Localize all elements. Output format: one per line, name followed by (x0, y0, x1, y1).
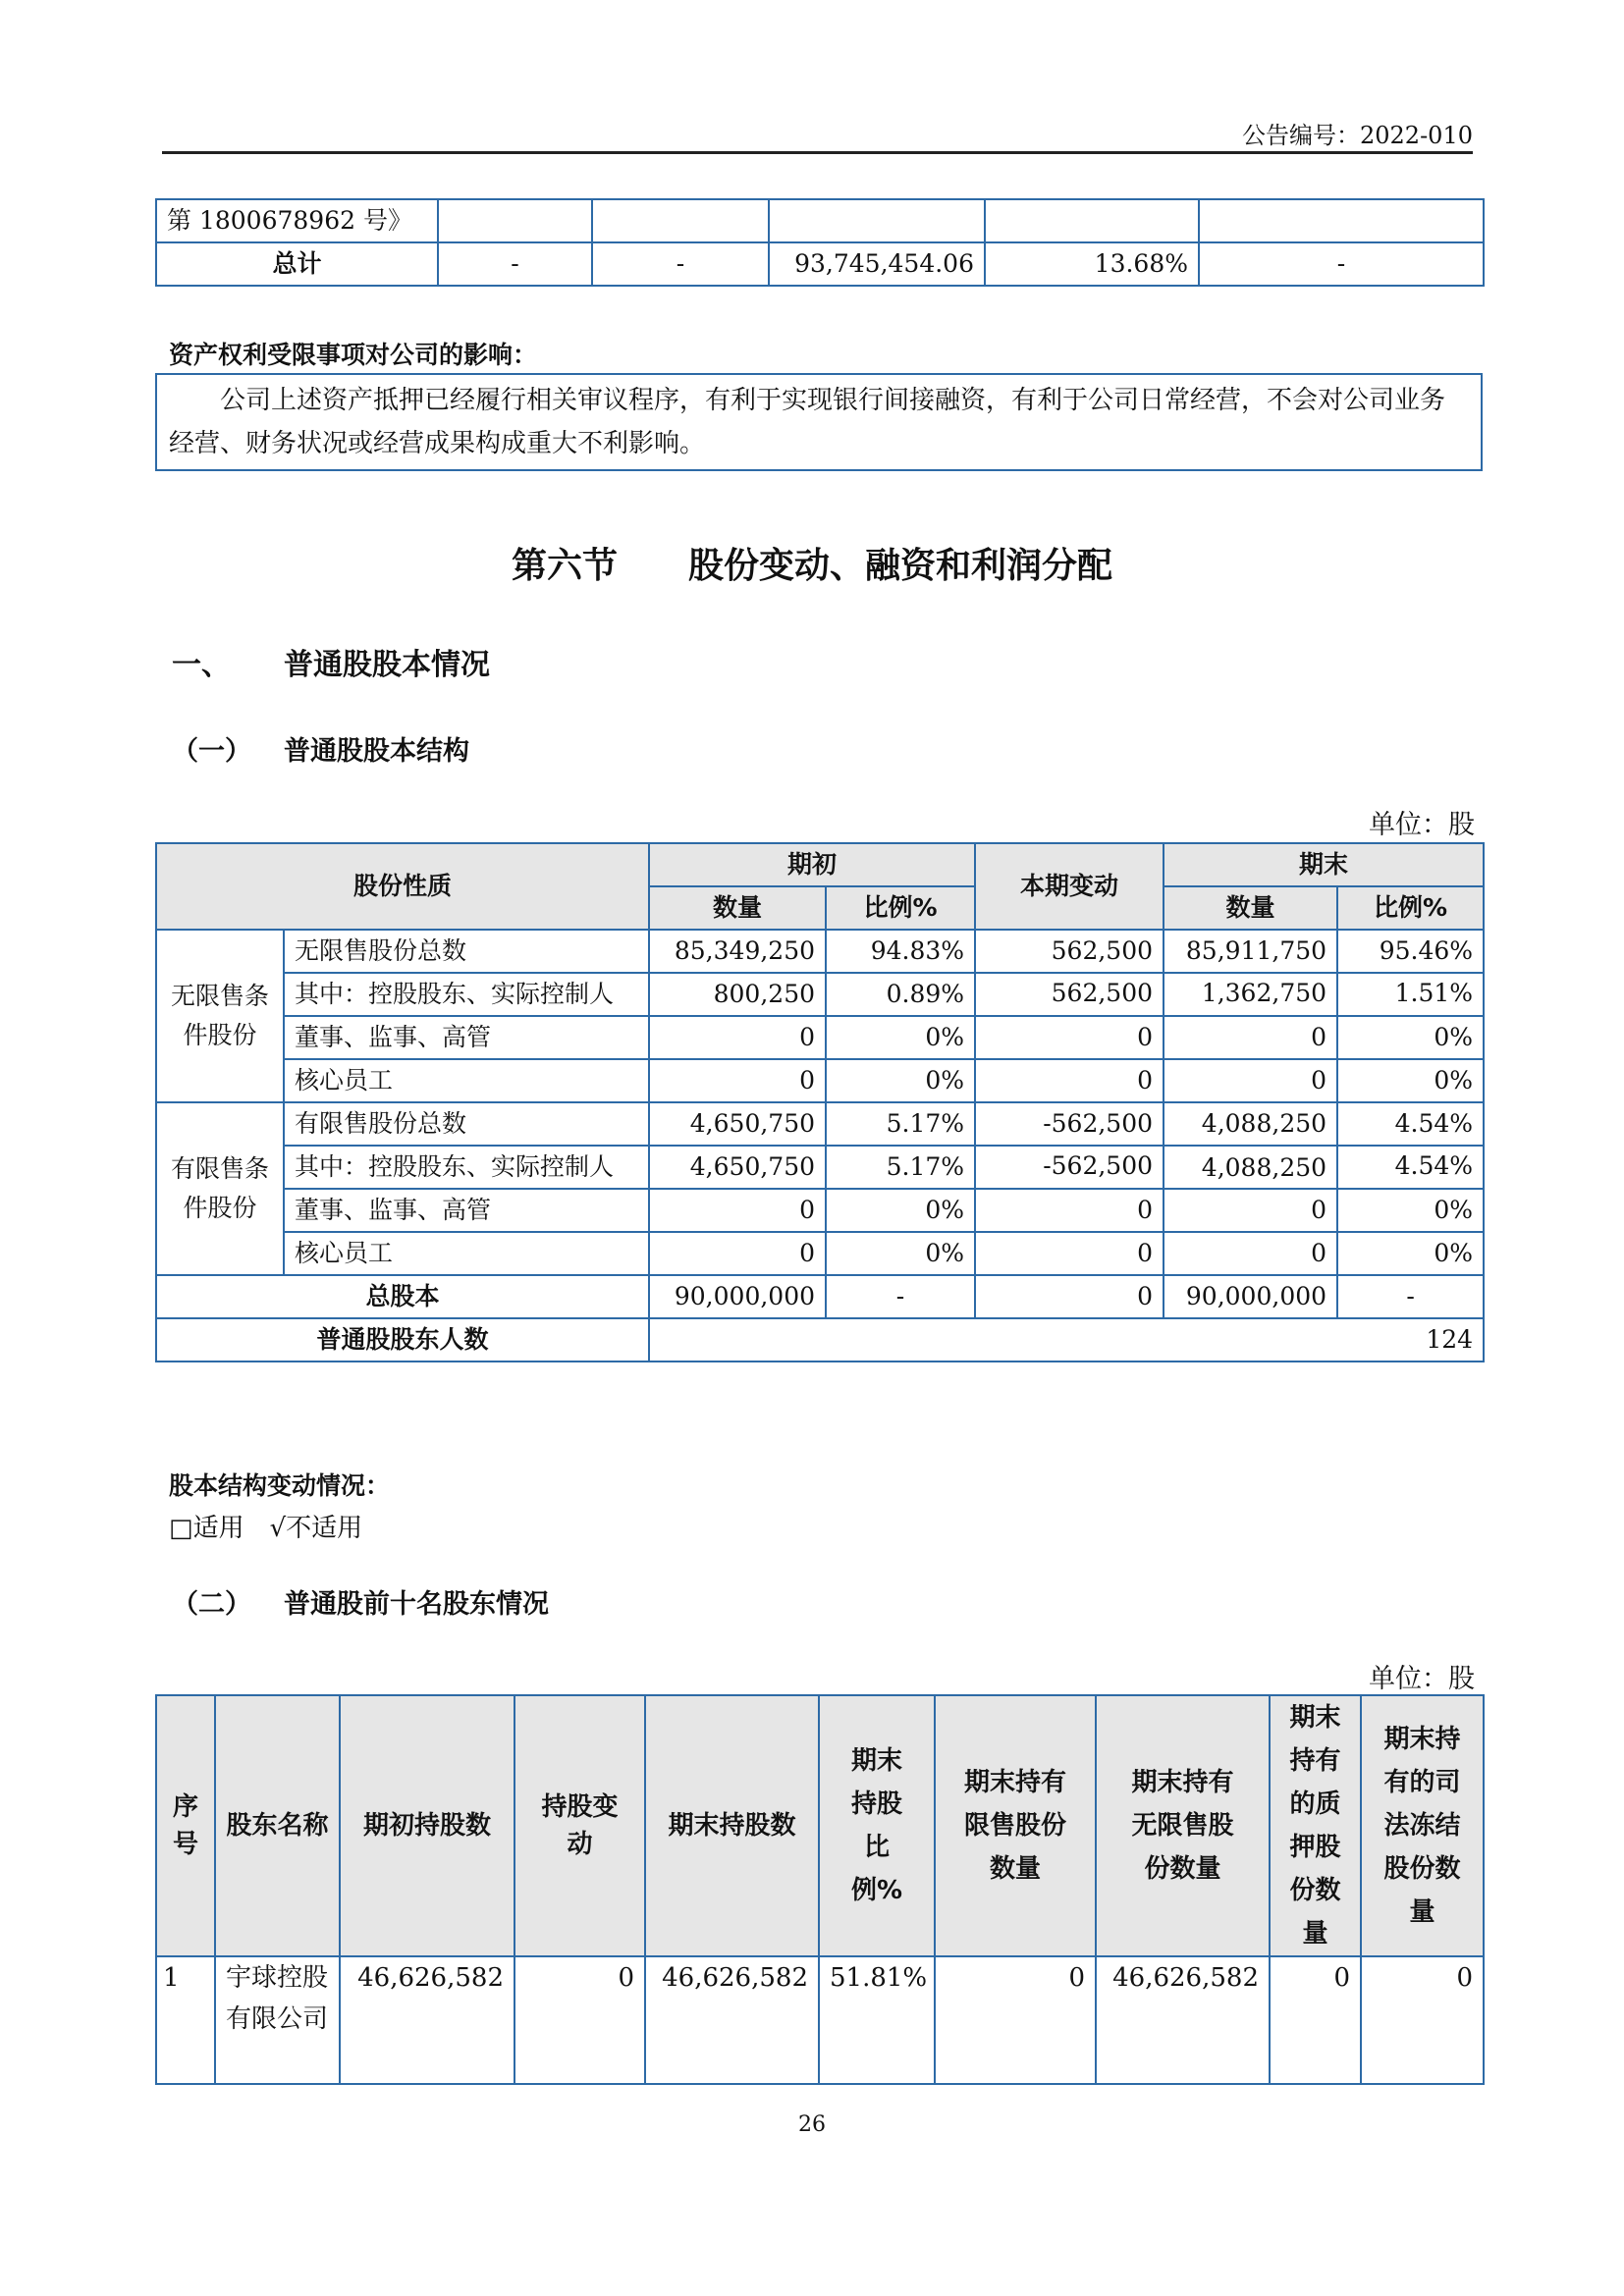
share-structure-table: 股份性质 期初 本期变动 期末 数量 比例% 数量 比例% 无限售条件股份 无限售股份总数 85,349,250 94.83% 562,500 85,911,750 95.46% 其中：控股股东、实际控制人 800,250 0.89% 562,500 1,362,750 1.51% 董事、监事、高管 0 0% 0 0 0% 核心员工 0 0% 0 0 0% 有限售条件股份 有限售股份总数 4,650,750 5.17% -562,500 4,088,250 4.54% 其中：控股股东、实际控制人 4,650,750 5.17% -562,500 4,088,250 4.54% 董事、监事、高管 0 0% 0 0 0% 核心员工 0 0% 0 0 0% 总股本 90,000,000 - 0 90,000,000 - 普通股股东人数 124 (155, 842, 1485, 1362)
impact-text: 公司上述资产抵押已经履行相关审议程序，有利于实现银行间接融资，有利于公司日常经营，不会对公司业务经营、财务状况或经营成果构成重大不利影响。 (156, 374, 1482, 470)
unit-label: 单位：股 (1369, 1664, 1475, 1694)
table-row: 有限售条件股份 有限售股份总数 4,650,750 5.17% -562,500 4,088,250 4.54% (156, 1102, 1484, 1146)
heading-2a-title: 普通股股本结构 (284, 736, 469, 767)
heading-1 (172, 640, 490, 683)
heading-2b-num: （二） (172, 1589, 251, 1620)
pledge-desc-cell: 第 1800678962 号》 (156, 199, 438, 242)
section-title: 第六节 股份变动、融资和利润分配 (511, 546, 1112, 586)
begin-header: 期初 (649, 843, 975, 886)
unit-label: 单位：股 (1369, 810, 1475, 840)
pledge-table (155, 198, 1485, 287)
table-row (156, 199, 1484, 242)
table-row: 总计 - - 93,745,454.06 13.68% - (156, 242, 1484, 286)
header-rule (162, 151, 1473, 154)
total-ratio: 13.68% (985, 242, 1199, 286)
top10-holders-table (155, 1694, 1485, 2085)
page-number: 26 (798, 2112, 826, 2137)
table-row: 董事、监事、高管 0 0% 0 0 0% (156, 1189, 1484, 1232)
table-row: 核心员工 0 0% 0 0 0% (156, 1232, 1484, 1275)
total-label: 总计 (156, 242, 438, 286)
total-amount: 93,745,454.06 (769, 242, 985, 286)
change-note-heading: 股本结构变动情况： (169, 1471, 391, 1500)
heading-2b (172, 1582, 549, 1621)
holders-row: 普通股股东人数 124 (156, 1318, 1484, 1362)
heading-2b-title: 普通股前十名股东情况 (284, 1589, 549, 1620)
holder-name: 宇球控股有限公司 (215, 1956, 340, 2084)
nature-header: 股份性质 (156, 843, 649, 930)
change-note-options: □适用 √不适用 (169, 1514, 363, 1543)
heading-1-num: 一、 (172, 648, 231, 682)
table-row: 1 宇球控股有限公司 46,626,582 0 46,626,582 51.81% 0 46,626,582 0 0 (156, 1956, 1484, 2084)
end-header: 期末 (1164, 843, 1484, 886)
notice-number: 公告编号：2022-010 (1242, 122, 1473, 149)
table-row: 无限售条件股份 无限售股份总数 85,349,250 94.83% 562,500 85,911,750 95.46% (156, 930, 1484, 973)
group-label: 有限售条件股份 (156, 1102, 284, 1275)
heading-1-title: 普通股股本情况 (284, 648, 490, 682)
heading-2a-num: （一） (172, 736, 251, 767)
table-row: 核心员工 0 0% 0 0 0% (156, 1059, 1484, 1102)
impact-heading: 资产权利受限事项对公司的影响： (169, 341, 538, 369)
total-row: 总股本 90,000,000 - 0 90,000,000 - (156, 1275, 1484, 1318)
impact-box (155, 373, 1483, 471)
group-label: 无限售条件股份 (156, 930, 284, 1102)
change-header: 本期变动 (975, 843, 1164, 930)
table-header-row: 数量 比例% 数量 比例% (156, 886, 1484, 930)
heading-2a (172, 729, 469, 768)
table-row: 董事、监事、高管 0 0% 0 0 0% (156, 1016, 1484, 1059)
table-header-row: 序号 股东名称 期初持股数 持股变动 期末持股数 期末持股比例% 期末持有限售股份数量 期末持有无限售股份数量 期末持有的质押股份数量 期末持有的司法冻结股份数量 (156, 1695, 1484, 1956)
table-header-row (156, 843, 1484, 886)
